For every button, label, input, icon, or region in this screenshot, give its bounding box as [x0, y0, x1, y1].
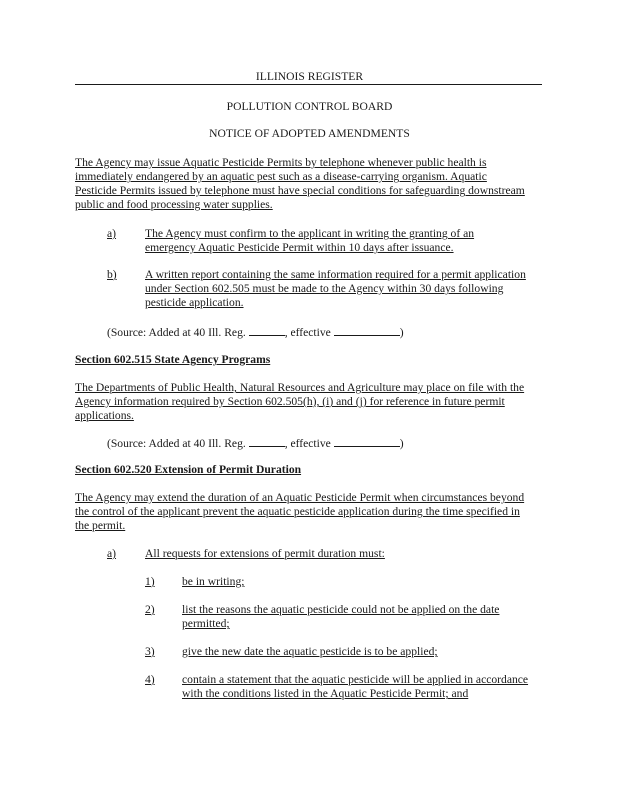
list-marker: a) [107, 227, 117, 240]
source-suffix: ) [399, 437, 404, 450]
sublist-marker: 4) [145, 673, 155, 686]
blank-field [334, 436, 400, 447]
section-heading: Section 602.520 Extension of Permit Duration [75, 463, 302, 476]
list-item-line: pesticide application. [145, 296, 244, 309]
para1-line: The Agency may issue Aquatic Pesticide Permits by telephone whenever public health is [75, 156, 487, 169]
section-line: the control of the applicant prevent the aquatic pesticide application during the time specified in [75, 505, 520, 518]
para1-line: public and food processing water supplies. [75, 198, 273, 211]
list-item-line: under Section 602.505 must be made to the Agency within 30 days following [145, 282, 504, 295]
source-suffix: ) [399, 326, 404, 339]
source-note [107, 325, 404, 340]
sublist-line: list the reasons the aquatic pesticide could not be applied on the date [182, 603, 500, 616]
blank-field [249, 325, 285, 336]
sublist-marker: 1) [145, 575, 155, 588]
board-title: POLLUTION CONTROL BOARD [226, 100, 393, 113]
para1-line: immediately endangered by an aquatic pest such as a disease-carrying organism. Aquatic [75, 170, 487, 183]
source-note [107, 436, 404, 451]
para1-line: Pesticide Permits issued by telephone must have special conditions for safeguarding downstream [75, 184, 525, 197]
list-item-line: The Agency must confirm to the applicant in writing the granting of an [145, 227, 475, 240]
source-mid: , effective [284, 326, 334, 339]
source-prefix: (Source: Added at 40 Ill. Reg. [107, 437, 249, 450]
sublist-line: permitted; [182, 617, 230, 630]
notice-title: NOTICE OF ADOPTED AMENDMENTS [209, 127, 410, 140]
section-heading: Section 602.515 State Agency Programs [75, 353, 271, 366]
list-item-line: emergency Aquatic Pesticide Permit within 10 days after issuance. [145, 241, 454, 254]
sublist-marker: 3) [145, 645, 155, 658]
list-marker: a) [107, 547, 117, 560]
section-line: The Departments of Public Health, Natural Resources and Agriculture may place on file with the [75, 381, 525, 394]
header-rule [75, 84, 542, 85]
sublist-line: be in writing; [182, 575, 245, 588]
sublist-line: contain a statement that the aquatic pesticide will be applied in accordance [182, 673, 529, 686]
section-line: The Agency may extend the duration of an Aquatic Pesticide Permit when circumstances beyond [75, 491, 525, 504]
source-prefix: (Source: Added at 40 Ill. Reg. [107, 326, 249, 339]
list-item-line: All requests for extensions of permit duration must: [145, 547, 385, 560]
sublist-marker: 2) [145, 603, 155, 616]
sublist-line: with the conditions listed in the Aquatic Pesticide Permit; and [182, 687, 469, 700]
source-mid: , effective [284, 437, 334, 450]
section-line: the permit. [75, 519, 126, 532]
register-title: ILLINOIS REGISTER [255, 70, 364, 83]
list-marker: b) [107, 268, 117, 281]
list-item-line: A written report containing the same information required for a permit application [145, 268, 526, 281]
section-line: applications. [75, 409, 134, 422]
section-line: Agency information required by Section 602.505(h), (i) and (j) for reference in future permit [75, 395, 505, 408]
sublist-line: give the new date the aquatic pesticide is to be applied; [182, 645, 438, 658]
blank-field [334, 325, 400, 336]
blank-field [249, 436, 285, 447]
